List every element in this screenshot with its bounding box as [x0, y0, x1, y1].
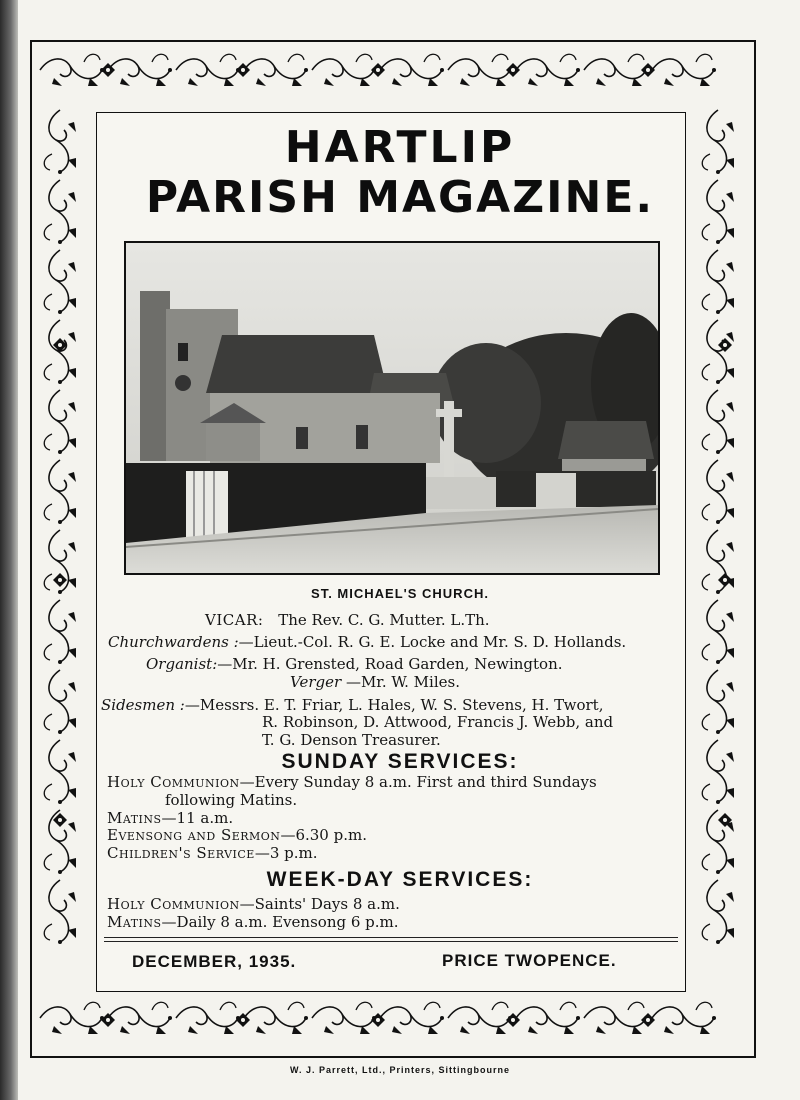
issue-price: PRICE TWOPENCE. — [442, 951, 617, 970]
weekday-services-heading: WEEK-DAY SERVICES: — [266, 868, 534, 891]
sidesmen-label: Sidesmen : — [101, 696, 185, 714]
weekday-matins-value: —Daily 8 a.m. Evensong 6 p.m. — [161, 913, 399, 931]
photo-caption: ST. MICHAEL'S CHURCH. — [311, 586, 489, 601]
verger-value: —Mr. W. Miles. — [345, 673, 460, 691]
sunday-children-label: Children's Service — [107, 844, 255, 862]
sidesmen-line-2: R. Robinson, D. Attwood, Francis J. Webb, and — [262, 713, 614, 731]
sunday-holy-communion-value: —Every Sunday 8 a.m. First and third Sundays — [239, 773, 597, 791]
masthead-line-2: PARISH MAGAZINE. — [145, 172, 655, 223]
verger-label: Verger — [290, 673, 342, 691]
sunday-matins-value: —11 a.m. — [161, 809, 234, 827]
sidesmen-line-3: T. G. Denson Treasurer. — [262, 731, 441, 749]
church-photograph — [124, 241, 660, 575]
sunday-matins-line — [107, 809, 233, 827]
churchwardens-label: Churchwardens : — [108, 633, 239, 651]
sunday-children-value: —3 p.m. — [254, 844, 318, 862]
sunday-services-heading: SUNDAY SERVICES: — [281, 750, 519, 773]
printer-imprint: W. J. Parrett, Ltd., Printers, Sittingbourne — [289, 1065, 511, 1075]
vicar-value: The Rev. C. G. Mutter. L.Th. — [278, 611, 490, 629]
sunday-evensong-value: —6.30 p.m. — [280, 826, 367, 844]
sunday-holy-communion-label: Holy Communion — [107, 773, 240, 791]
organist-line — [146, 655, 563, 673]
footer-rule-top — [104, 937, 678, 938]
issue-date: DECEMBER, 1935. — [132, 952, 297, 971]
weekday-matins-label: Matins — [107, 913, 162, 931]
vicar-label: VICAR: — [205, 611, 264, 629]
weekday-holy-communion-value: —Saints' Days 8 a.m. — [239, 895, 400, 913]
organist-label: Organist: — [146, 655, 218, 673]
vicar-line — [205, 611, 490, 629]
sidesmen-line-1 — [101, 696, 603, 714]
footer-rule-bottom — [104, 941, 678, 942]
organist-value: —Mr. H. Grensted, Road Garden, Newington. — [217, 655, 563, 673]
sunday-holy-communion-line — [107, 773, 597, 791]
sunday-matins-label: Matins — [107, 809, 162, 827]
weekday-holy-communion-line — [107, 895, 400, 913]
churchwardens-value: —Lieut.-Col. R. G. E. Locke and Mr. S. D. Hollands. — [238, 633, 627, 651]
sunday-children-line — [107, 844, 318, 862]
sunday-evensong-label: Evensong and Sermon — [107, 826, 281, 844]
weekday-matins-line — [107, 913, 399, 931]
weekday-holy-communion-label: Holy Communion — [107, 895, 240, 913]
masthead-line-1: HARTLIP — [284, 122, 516, 173]
verger-line — [290, 673, 460, 691]
churchwardens-line — [108, 633, 626, 651]
sunday-holy-communion-cont: following Matins. — [165, 791, 298, 809]
sunday-evensong-line — [107, 826, 367, 844]
sidesmen-value-1: —Messrs. E. T. Friar, L. Hales, W. S. Stevens, H. Twort, — [184, 696, 604, 714]
